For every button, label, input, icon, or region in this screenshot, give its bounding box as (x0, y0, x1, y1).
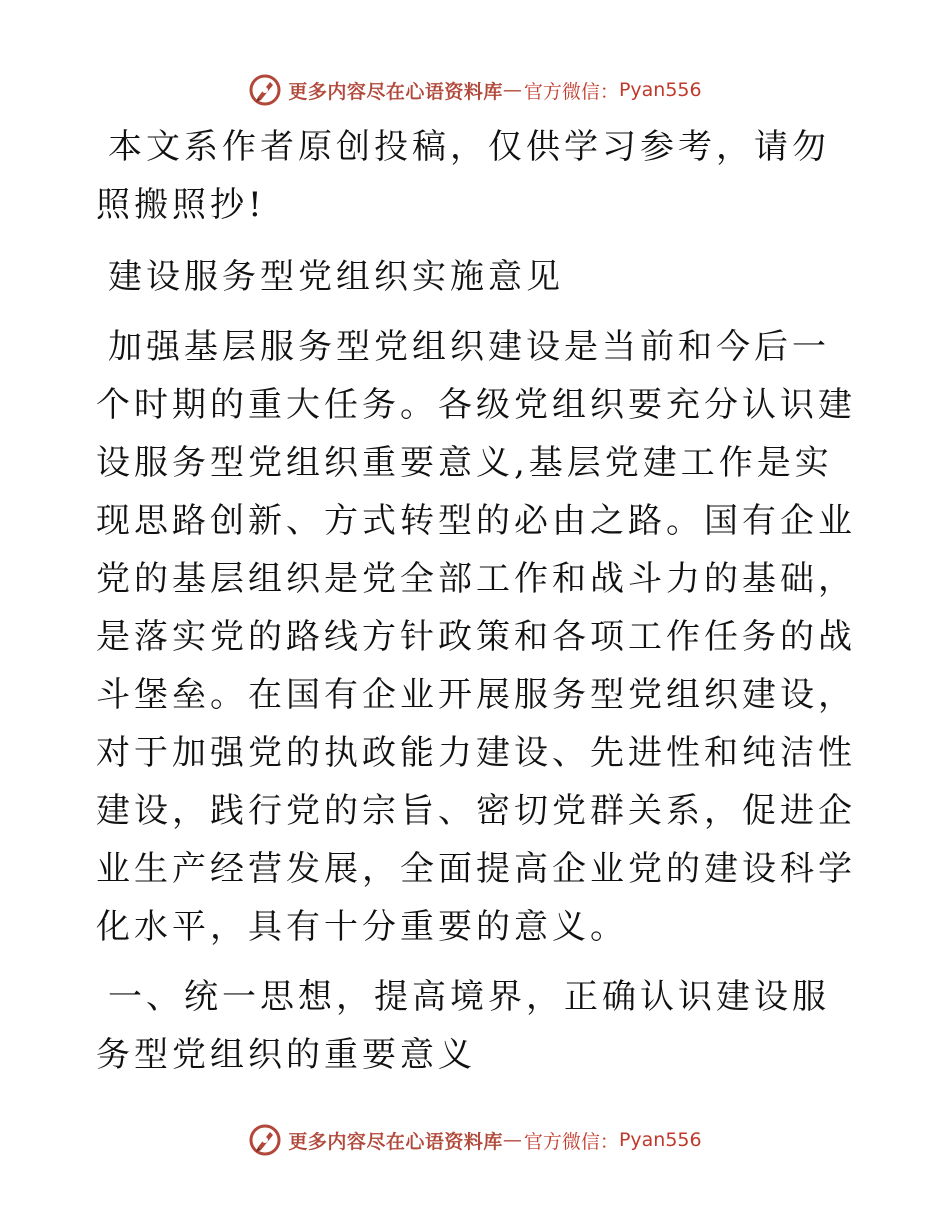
header-wechat-id: Pyan556 (618, 79, 702, 101)
footer-separator: — (502, 1129, 522, 1151)
brush-tip-logo-icon (248, 1123, 282, 1157)
section-heading: 一、统一思想，提高境界，正确认识建设服务型党组织的重要意义 (96, 977, 830, 1075)
header-wechat-label: 官方微信： (523, 80, 619, 103)
header-separator: — (502, 79, 522, 101)
footer-wechat-id: Pyan556 (618, 1129, 702, 1151)
footer-wechat-label: 官方微信： (523, 1130, 619, 1153)
footer-watermark-banner (0, 1122, 950, 1158)
brush-tip-logo-icon (248, 73, 282, 107)
document-body (96, 118, 856, 1094)
footer-brand-text: 更多内容尽在心语资料库 (288, 1130, 503, 1153)
intro-paragraph: 加强基层服务型党组织建设是当前和今后一个时期的重大任务。各级党组织要充分认识建设服务型党组织重要意义,基层党建工作是实现思路创新、方式转型的必由之路。国有企业党的基层组织是党全部工作和战斗力的基础，是落实党的路线方针政策和各项工作任务的战斗堡垒。在国有企业开展服务型党组织建设，对于加强党的执政能力建设、先进性和纯洁性建设，践行党的宗旨、密切党群关系，促进企业生产经营发展，全面提高企业党的建设科学化水平，具有十分重要的意义。 (96, 327, 856, 947)
header-brand-text: 更多内容尽在心语资料库 (288, 80, 503, 103)
disclaimer-paragraph: 本文系作者原创投稿，仅供学习参考，请勿照搬照抄! (96, 127, 830, 225)
header-watermark-banner (0, 72, 950, 108)
document-title: 建设服务型党组织实施意见 (108, 257, 564, 297)
